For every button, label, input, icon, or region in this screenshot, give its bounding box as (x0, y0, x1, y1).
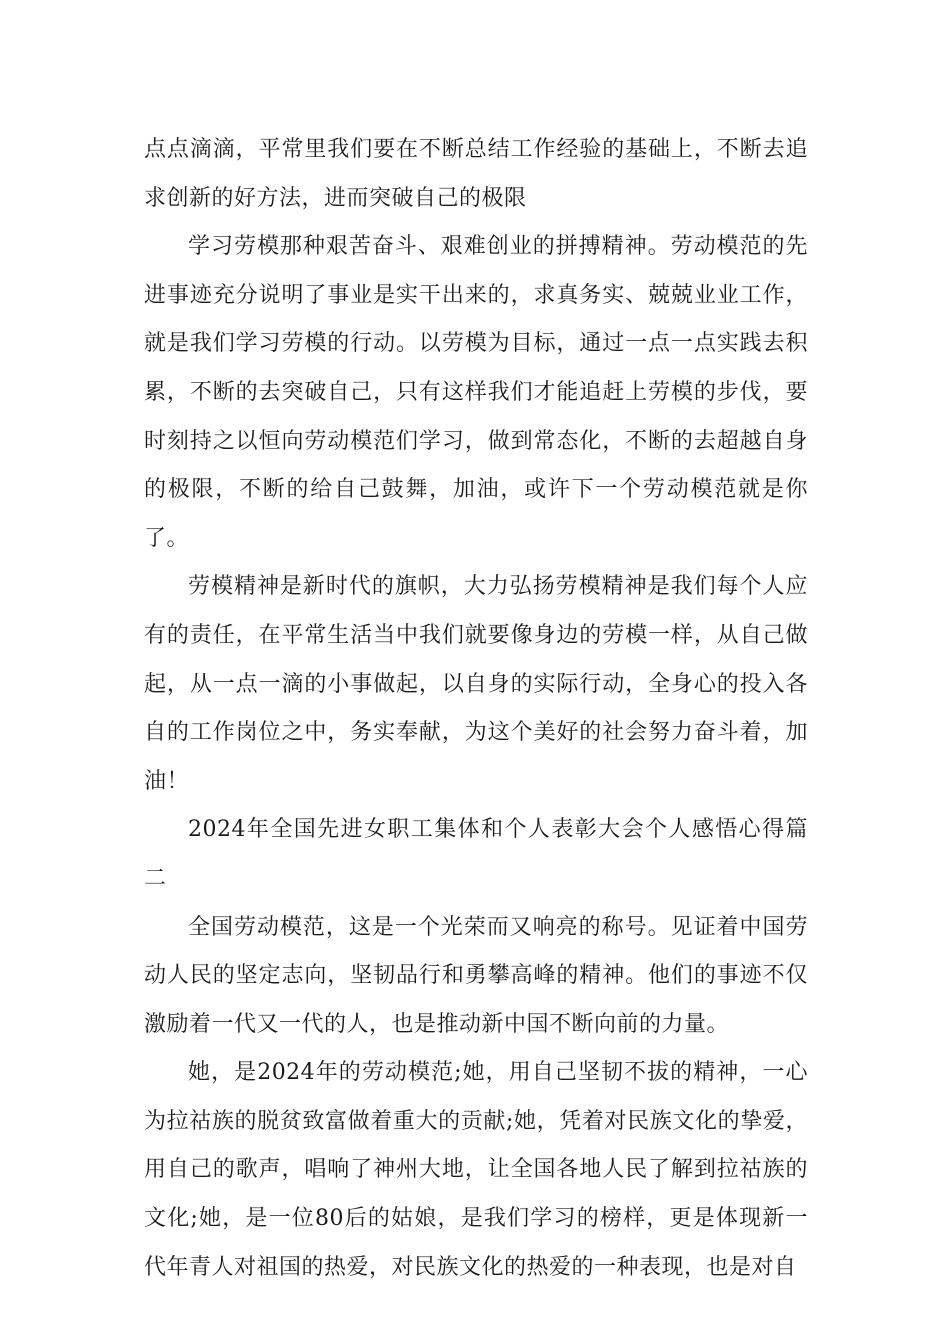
paragraph-model-worker-spirit: 劳模精神是新时代的旗帜，大力弘扬劳模精神是我们每个人应有的责任，在平常生活当中我们就要像身边的劳模一样，从自己做起，从一点一滴的小事做起，以自身的实际行动，全身心的投入各自的工作岗位之中，务实奉献，为这个美好的社会努力奋斗着，加油！ (144, 574, 808, 794)
section-heading: 2024年全国先进女职工集体和个人表彰大会个人感悟心得篇二 (144, 817, 808, 891)
paragraph-continuation: 点点滴滴，平常里我们要在不断总结工作经验的基础上，不断去追求创新的好方法，进而突破自己的极限 (144, 137, 808, 211)
paragraph-lahu-heroine: 她，是2024年的劳动模范;她，用自己坚韧不拔的精神，一心为拉祜族的脱贫致富做着重大的贡献;她，凭着对民族文化的挚爱，用自己的歌声，唱响了神州大地，让全国各地人民了解到拉祜族的文化;她，是一位80后的姑娘，是我们学习的榜样，更是体现新一代年青人对祖国的热爱，对民族文化的热爱的一种表现，也是对自 (144, 1060, 808, 1280)
document-body (144, 126, 808, 1292)
paragraph-learn-from-model-workers: 学习劳模那种艰苦奋斗、艰难创业的拼搏精神。劳动模范的先进事迹充分说明了事业是实干出来的，求真务实、兢兢业业工作，就是我们学习劳模的行动。以劳模为目标，通过一点一点实践去积累，不断的去突破自己，只有这样我们才能追赶上劳模的步伐，要时刻持之以恒向劳动模范们学习，做到常态化，不断的去超越自身的极限，不断的给自己鼓舞，加油，或许下一个劳动模范就是你了。 (144, 234, 808, 551)
paragraph-national-model-worker: 全国劳动模范，这是一个光荣而又响亮的称号。见证着中国劳动人民的坚定志向，坚韧品行和勇攀高峰的精神。他们的事迹不仅激励着一代又一代的人，也是推动新中国不断向前的力量。 (144, 914, 808, 1037)
